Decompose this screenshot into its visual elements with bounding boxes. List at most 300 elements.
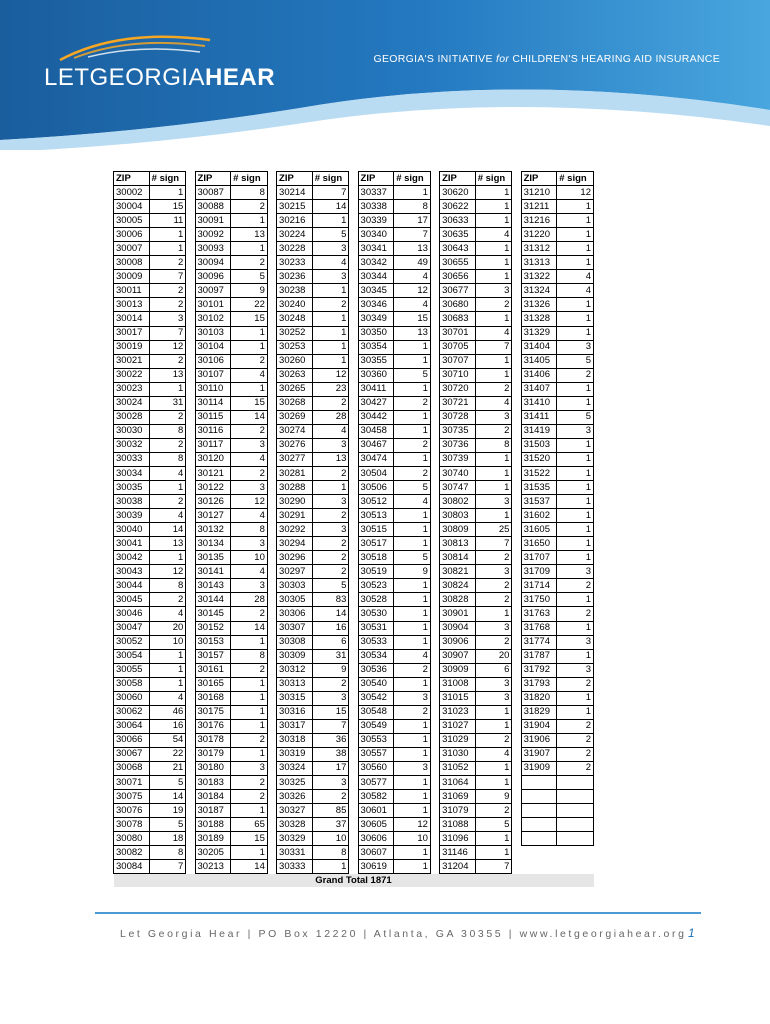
zip-cell: 30519 [358, 565, 394, 579]
column-gap [186, 818, 195, 832]
zip-cell: 30277 [277, 452, 313, 466]
sign-count-cell: 1 [394, 523, 431, 537]
sign-count-cell: 22 [231, 298, 268, 312]
sign-count-cell: 1 [394, 452, 431, 466]
zip-cell: 30183 [195, 776, 231, 790]
zip-cell: 30577 [358, 776, 394, 790]
sign-count-cell: 2 [149, 298, 186, 312]
column-gap [267, 860, 276, 874]
zip-cell: 30269 [277, 410, 313, 424]
column-gap [267, 424, 276, 438]
zip-cell: 30126 [195, 495, 231, 509]
sign-count-cell: 54 [149, 733, 186, 747]
zip-cell: 31906 [521, 733, 557, 747]
zip-cell: 30175 [195, 705, 231, 719]
column-gap [267, 354, 276, 368]
zip-cell: 30607 [358, 846, 394, 860]
sign-count-cell: 10 [149, 635, 186, 649]
sign-count-cell: 4 [557, 284, 594, 298]
zip-cell: 31522 [521, 466, 557, 480]
zip-cell: 31792 [521, 663, 557, 677]
table-row [114, 228, 594, 242]
zip-cell: 30265 [277, 382, 313, 396]
sign-count-cell: 2 [475, 733, 512, 747]
column-gap [267, 326, 276, 340]
zip-cell: 30019 [114, 340, 150, 354]
blank-cell [521, 846, 557, 860]
column-gap [267, 579, 276, 593]
column-header-sign-count: # sign [557, 172, 594, 186]
sign-count-cell: 7 [475, 860, 512, 874]
zip-cell: 31768 [521, 621, 557, 635]
zip-cell: 30317 [277, 719, 313, 733]
sign-count-cell: 6 [312, 635, 349, 649]
sign-count-cell: 1 [231, 846, 268, 860]
zip-cell: 31096 [440, 832, 476, 846]
column-gap [430, 438, 439, 452]
column-gap [267, 691, 276, 705]
table-row [114, 340, 594, 354]
zip-cell: 30339 [358, 214, 394, 228]
sign-count-cell: 1 [557, 438, 594, 452]
zip-cell: 30315 [277, 691, 313, 705]
zip-cell: 30720 [440, 382, 476, 396]
zip-cell: 30619 [358, 860, 394, 874]
zip-cell: 31069 [440, 790, 476, 804]
column-gap [512, 691, 521, 705]
sign-count-cell: 36 [312, 733, 349, 747]
sign-count-cell: 12 [557, 186, 594, 200]
column-gap [430, 256, 439, 270]
sign-count-cell: 3 [475, 677, 512, 691]
zip-cell: 30531 [358, 621, 394, 635]
column-header-sign-count: # sign [475, 172, 512, 186]
column-gap [186, 579, 195, 593]
zip-cell: 30009 [114, 270, 150, 284]
sign-count-cell: 1 [557, 452, 594, 466]
sign-count-cell: 4 [475, 396, 512, 410]
column-gap [186, 396, 195, 410]
zip-cell: 30288 [277, 481, 313, 495]
sign-count-cell: 1 [394, 579, 431, 593]
table-row [114, 270, 594, 284]
zip-cell: 30121 [195, 466, 231, 480]
column-gap [430, 846, 439, 860]
zip-cell: 30097 [195, 284, 231, 298]
sign-count-cell: 1 [557, 593, 594, 607]
sign-count-cell: 2 [557, 761, 594, 775]
zip-cell: 30325 [277, 776, 313, 790]
column-gap [186, 649, 195, 663]
zip-cell: 30506 [358, 481, 394, 495]
sign-count-cell: 85 [312, 804, 349, 818]
sign-count-cell: 8 [149, 452, 186, 466]
column-gap [430, 172, 439, 186]
column-gap [186, 284, 195, 298]
column-gap [430, 649, 439, 663]
table-row [114, 565, 594, 579]
column-gap [349, 747, 358, 761]
column-gap [267, 832, 276, 846]
column-gap [267, 846, 276, 860]
zip-cell: 30601 [358, 804, 394, 818]
zip-cell: 30135 [195, 551, 231, 565]
sign-count-cell: 4 [475, 228, 512, 242]
sign-count-cell: 4 [475, 747, 512, 761]
zip-cell: 30189 [195, 832, 231, 846]
zip-cell: 30180 [195, 761, 231, 775]
column-gap [186, 733, 195, 747]
column-gap [512, 705, 521, 719]
table-row [114, 368, 594, 382]
sign-count-cell: 8 [231, 523, 268, 537]
zip-cell: 30110 [195, 382, 231, 396]
sign-count-cell: 28 [312, 410, 349, 424]
zip-cell: 31907 [521, 747, 557, 761]
column-gap [267, 312, 276, 326]
sign-count-cell: 31 [312, 649, 349, 663]
zip-cell: 30047 [114, 621, 150, 635]
column-gap [512, 733, 521, 747]
zip-cell: 30006 [114, 228, 150, 242]
column-gap [186, 621, 195, 635]
zip-cell: 31027 [440, 719, 476, 733]
sign-count-cell: 3 [312, 270, 349, 284]
sign-count-cell: 3 [557, 663, 594, 677]
zip-cell: 30127 [195, 509, 231, 523]
column-gap [349, 228, 358, 242]
column-gap [186, 790, 195, 804]
sign-count-cell: 15 [231, 312, 268, 326]
zip-cell: 30705 [440, 340, 476, 354]
zip-cell: 30071 [114, 776, 150, 790]
column-gap [349, 649, 358, 663]
zip-cell: 31750 [521, 593, 557, 607]
zip-cell: 30046 [114, 607, 150, 621]
zip-cell: 30176 [195, 719, 231, 733]
sign-count-cell: 1 [149, 551, 186, 565]
column-gap [349, 452, 358, 466]
table-row [114, 537, 594, 551]
sign-count-cell: 11 [149, 214, 186, 228]
sign-count-cell: 2 [149, 438, 186, 452]
column-gap [512, 776, 521, 790]
column-header-zip: ZIP [358, 172, 394, 186]
sign-count-cell: 7 [149, 326, 186, 340]
page-number: 1 [688, 926, 695, 940]
zip-cell: 30236 [277, 270, 313, 284]
column-gap [512, 565, 521, 579]
column-gap [430, 509, 439, 523]
column-gap [267, 396, 276, 410]
column-gap [512, 172, 521, 186]
table-row [114, 326, 594, 340]
column-gap [512, 593, 521, 607]
zip-cell: 30296 [277, 551, 313, 565]
zip-cell: 30132 [195, 523, 231, 537]
column-header-sign-count: # sign [394, 172, 431, 186]
zip-cell: 30080 [114, 832, 150, 846]
zip-cell: 30005 [114, 214, 150, 228]
sign-count-cell: 12 [149, 565, 186, 579]
column-gap [512, 270, 521, 284]
column-gap [267, 804, 276, 818]
sign-count-cell: 1 [557, 256, 594, 270]
column-gap [430, 691, 439, 705]
zip-cell: 31520 [521, 452, 557, 466]
column-gap [267, 452, 276, 466]
sign-count-cell: 31 [149, 396, 186, 410]
sign-count-cell: 2 [394, 705, 431, 719]
sign-count-cell: 1 [475, 466, 512, 480]
sign-count-cell: 5 [557, 354, 594, 368]
sign-count-cell: 1 [475, 186, 512, 200]
column-gap [267, 677, 276, 691]
zip-cell: 30901 [440, 607, 476, 621]
zip-cell: 30060 [114, 691, 150, 705]
zip-cell: 30517 [358, 537, 394, 551]
zip-cell: 31763 [521, 607, 557, 621]
column-gap [349, 354, 358, 368]
column-gap [267, 186, 276, 200]
zip-cell: 30582 [358, 790, 394, 804]
sign-count-cell: 9 [231, 284, 268, 298]
column-gap [512, 860, 521, 874]
sign-count-cell: 7 [149, 860, 186, 874]
column-gap [186, 776, 195, 790]
sign-count-cell: 1 [557, 242, 594, 256]
zip-cell: 30313 [277, 677, 313, 691]
zip-cell: 30710 [440, 368, 476, 382]
sign-count-cell: 1 [312, 481, 349, 495]
zip-cell: 30318 [277, 733, 313, 747]
sign-count-cell: 4 [149, 466, 186, 480]
zip-cell: 30342 [358, 256, 394, 270]
zip-cell: 31204 [440, 860, 476, 874]
column-gap [430, 776, 439, 790]
sign-count-cell: 2 [312, 677, 349, 691]
sign-count-cell: 2 [475, 593, 512, 607]
zip-cell: 30238 [277, 284, 313, 298]
sign-count-cell: 1 [557, 649, 594, 663]
column-gap [186, 635, 195, 649]
zip-cell: 31793 [521, 677, 557, 691]
sign-count-cell: 1 [394, 340, 431, 354]
zip-cell: 30067 [114, 747, 150, 761]
sign-count-cell: 1 [475, 776, 512, 790]
zip-cell: 31709 [521, 565, 557, 579]
sign-count-cell: 2 [231, 424, 268, 438]
column-gap [349, 621, 358, 635]
sign-count-cell: 2 [312, 298, 349, 312]
sign-count-cell: 8 [394, 200, 431, 214]
sign-count-cell: 1 [475, 214, 512, 228]
sign-count-cell: 2 [475, 804, 512, 818]
zip-cell: 30253 [277, 340, 313, 354]
sign-count-cell: 7 [475, 340, 512, 354]
brand-logo [44, 64, 275, 92]
column-gap [186, 860, 195, 874]
column-gap [430, 733, 439, 747]
blank-cell [557, 846, 594, 860]
sign-count-cell: 3 [149, 312, 186, 326]
zip-cell: 30340 [358, 228, 394, 242]
sign-count-cell: 14 [149, 523, 186, 537]
zip-cell: 30513 [358, 509, 394, 523]
zip-cell: 30188 [195, 818, 231, 832]
sign-count-cell: 15 [149, 200, 186, 214]
column-gap [349, 635, 358, 649]
sign-count-cell: 1 [231, 326, 268, 340]
table-row [114, 790, 594, 804]
zip-cell: 30076 [114, 804, 150, 818]
column-gap [349, 537, 358, 551]
zip-cell: 30904 [440, 621, 476, 635]
sign-count-cell: 4 [231, 452, 268, 466]
column-gap [512, 256, 521, 270]
column-gap [267, 818, 276, 832]
zip-cell: 30228 [277, 242, 313, 256]
zip-cell: 30297 [277, 565, 313, 579]
column-gap [267, 284, 276, 298]
sign-count-cell: 2 [312, 551, 349, 565]
column-gap [512, 495, 521, 509]
sign-count-cell: 14 [312, 200, 349, 214]
sign-count-cell: 5 [149, 818, 186, 832]
table-row [114, 733, 594, 747]
column-gap [430, 761, 439, 775]
zip-cell: 31326 [521, 298, 557, 312]
zip-cell: 30290 [277, 495, 313, 509]
column-gap [186, 172, 195, 186]
zip-cell: 30530 [358, 607, 394, 621]
column-gap [430, 677, 439, 691]
zip-cell: 31650 [521, 537, 557, 551]
column-gap [186, 340, 195, 354]
column-gap [267, 593, 276, 607]
column-gap [186, 466, 195, 480]
zip-cell: 30349 [358, 312, 394, 326]
column-gap [512, 200, 521, 214]
empty-cell [557, 776, 594, 790]
column-gap [512, 649, 521, 663]
table-row [114, 523, 594, 537]
sign-count-cell: 46 [149, 705, 186, 719]
column-gap [430, 242, 439, 256]
sign-count-cell: 4 [394, 495, 431, 509]
column-gap [430, 466, 439, 480]
column-gap [512, 818, 521, 832]
column-gap [349, 495, 358, 509]
initiative-for: for [495, 53, 510, 65]
brand-bold: HEAR [205, 64, 276, 91]
column-gap [267, 565, 276, 579]
sign-count-cell: 1 [394, 354, 431, 368]
zip-cell: 30308 [277, 635, 313, 649]
zip-cell: 30739 [440, 452, 476, 466]
sign-count-cell: 1 [149, 663, 186, 677]
column-gap [430, 523, 439, 537]
sign-count-cell: 2 [149, 354, 186, 368]
zip-cell: 30635 [440, 228, 476, 242]
zip-cell: 30677 [440, 284, 476, 298]
zip-cell: 30122 [195, 481, 231, 495]
table-row [114, 438, 594, 452]
column-header-zip: ZIP [195, 172, 231, 186]
zip-cell: 31015 [440, 691, 476, 705]
initiative-tagline [374, 53, 720, 65]
empty-cell [557, 790, 594, 804]
empty-cell [521, 804, 557, 818]
column-gap [512, 228, 521, 242]
zip-cell: 30344 [358, 270, 394, 284]
sign-count-cell: 1 [394, 509, 431, 523]
column-gap [512, 214, 521, 228]
sign-count-cell: 1 [231, 804, 268, 818]
column-gap [349, 593, 358, 607]
column-gap [430, 298, 439, 312]
column-gap [430, 593, 439, 607]
zip-cell: 30411 [358, 382, 394, 396]
zip-cell: 30442 [358, 410, 394, 424]
column-gap [349, 579, 358, 593]
column-gap [349, 663, 358, 677]
sign-count-cell: 1 [557, 200, 594, 214]
table-row [114, 635, 594, 649]
zip-cell: 31406 [521, 368, 557, 382]
zip-cell: 31064 [440, 776, 476, 790]
zip-cell: 31324 [521, 284, 557, 298]
sign-count-cell: 49 [394, 256, 431, 270]
column-gap [349, 607, 358, 621]
zip-cell: 30643 [440, 242, 476, 256]
zip-cell: 30701 [440, 326, 476, 340]
column-gap [186, 663, 195, 677]
zip-cell: 30540 [358, 677, 394, 691]
table-row [114, 481, 594, 495]
table-row [114, 466, 594, 480]
table-row [114, 818, 594, 832]
zip-cell: 30518 [358, 551, 394, 565]
sign-count-cell: 1 [394, 804, 431, 818]
zip-cell: 30178 [195, 733, 231, 747]
column-gap [349, 860, 358, 874]
sign-count-cell: 7 [312, 719, 349, 733]
sign-count-cell: 3 [475, 495, 512, 509]
sign-count-cell: 25 [475, 523, 512, 537]
column-gap [267, 410, 276, 424]
zip-cell: 31079 [440, 804, 476, 818]
column-gap [430, 186, 439, 200]
table-row [114, 719, 594, 733]
zip-cell: 30014 [114, 312, 150, 326]
column-gap [430, 270, 439, 284]
column-header-zip: ZIP [277, 172, 313, 186]
zip-cell: 30728 [440, 410, 476, 424]
zip-cell: 31602 [521, 509, 557, 523]
zip-cell: 30523 [358, 579, 394, 593]
sign-count-cell: 2 [149, 256, 186, 270]
column-gap [267, 340, 276, 354]
sign-count-cell: 12 [231, 495, 268, 509]
sign-count-cell: 2 [312, 790, 349, 804]
sign-count-cell: 1 [231, 747, 268, 761]
column-gap [349, 396, 358, 410]
column-gap [512, 410, 521, 424]
column-gap [430, 368, 439, 382]
zip-cell: 31411 [521, 410, 557, 424]
table-row [114, 424, 594, 438]
